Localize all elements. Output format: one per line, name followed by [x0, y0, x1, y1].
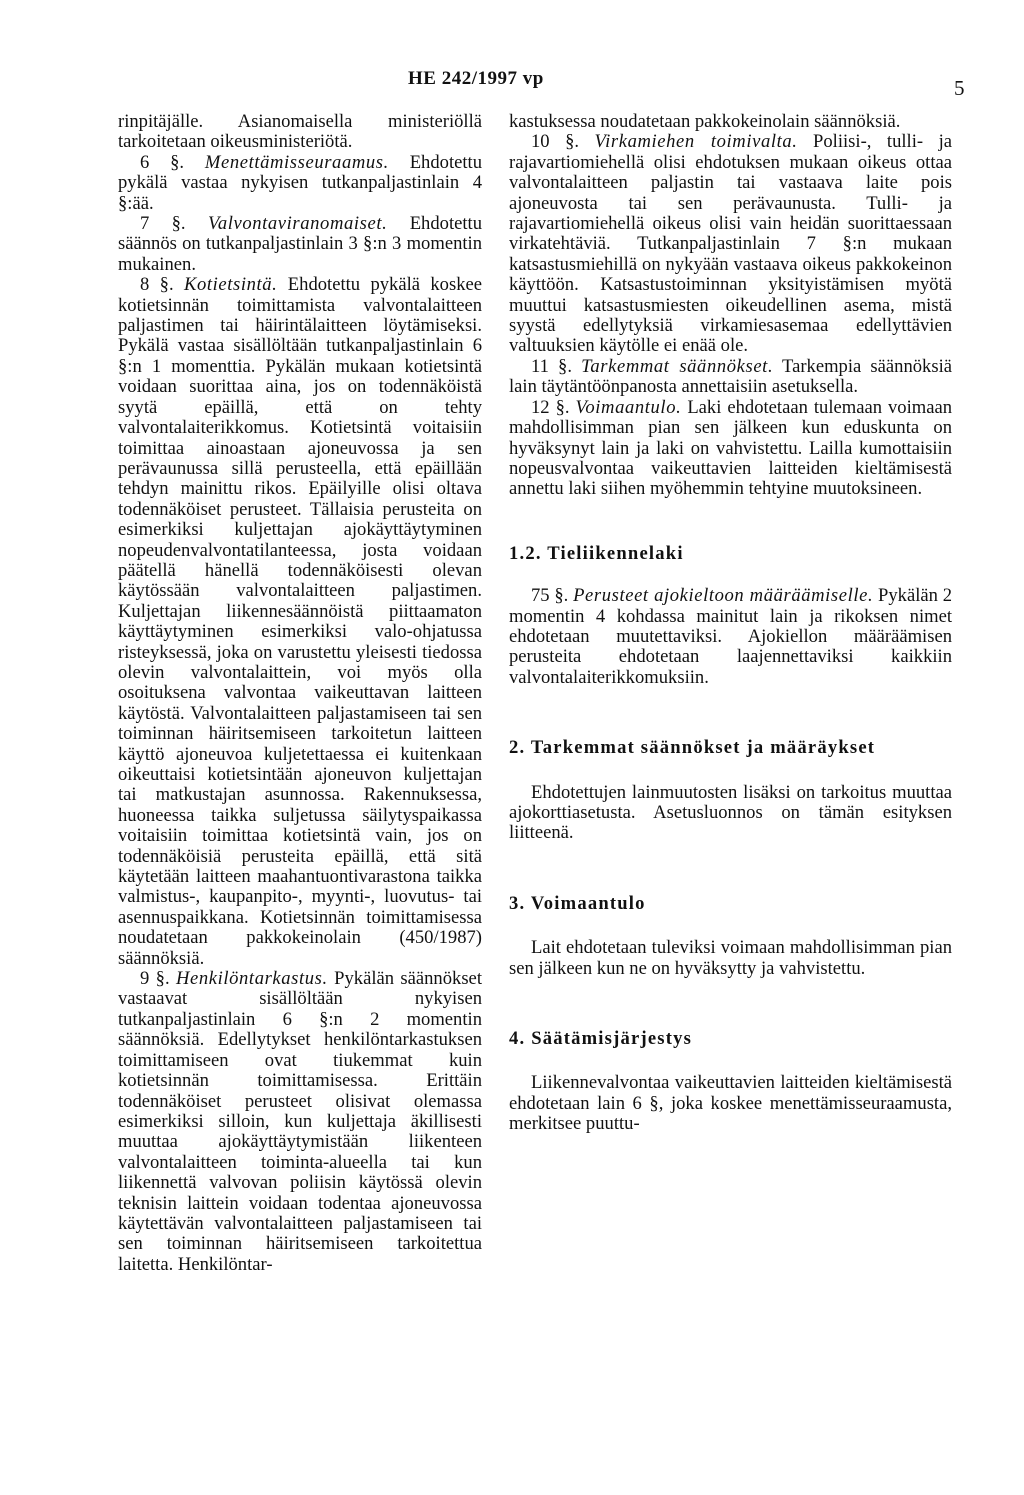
paragraph — [509, 112, 952, 132]
paragraph-text: Poliisi-, tulli- ja rajavartiomiehellä olisi ehdotuksen mukaan oikeus ottaa valvontalaitteen paljastin tai vastaava laite pois ajoneuvosta tai sen perävaunusta. Tulli- ja rajavartiomiehellä oikeus olisi vain heidän suorittaessaan virkatehtäviä. Tutkanpaljastinlain 7 §:n mukaan katsastusmiehillä on nykyään vastaava oikeus pakkokeinon käyttöön. Katsastustoiminnan yksityistämisen myötä muuttui katsastusmiesten oikeudellinen asema, mistä syystä edellytyksiä virkamiesasemaa edellyttävien valtuuksien käytölle ei enää ole. — [509, 131, 952, 357]
paragraph-text: Laki ehdotetaan tulemaan voimaan mahdollisimman pian sen jälkeen kun eduskunta on hyväksynyt lain ja laki on vahvistettu. Lailla kumottaisiin nopeusvalvontaa vaikeuttavien laitteiden kieltämisestä annettu laki siihen myöhemmin tehtyine muutoksineen. — [509, 396, 952, 500]
paragraph-lead: 75 §. — [531, 585, 574, 607]
paragraph-title: Tarkemmat säännökset. — [581, 355, 774, 377]
spacer — [509, 759, 952, 783]
spacer — [509, 564, 952, 586]
paragraph — [118, 153, 482, 214]
paragraph-title: Valvontaviranomaiset. — [207, 213, 388, 235]
paragraph-text: Ehdotettu pykälä vastaa nykyisen tutkanpaljastinlain 4 §:ää. — [118, 151, 482, 214]
paragraph-lead: 10 §. — [531, 131, 595, 153]
paragraph — [118, 275, 482, 969]
paragraph — [509, 586, 952, 688]
paragraph-text: Ehdotettu pykälä koskee kotietsinnän toimittamista valvontalaitteen paljastimen tai häirintälaitteen löytämiseksi. Pykälä vastaa sisällöltään tutkanpaljastinlain 6 §:n 1 momenttia. Pykälän mukaan kotietsintä voidaan suorittaa aina, jos on todennäköistä syytä epäillä, että on tehty valvontalaiterikkomus. Kotietsintä voitaisiin toimittaa ainoastaan ajoneuvossa ja sen perävaunussa sillä perusteella, että epäillään tehdyn mainittu rikos. Epäilyille olisi oltava todennäköiset perusteet. Tällaisia perusteita on esimerkiksi kuljettajan ajokäyttäytyminen nopeudenvalvontatilanteessa, josta voidaan päätellä hänellä todennäköisesti olevan käytössään valvontalaitteen paljastimen. Kuljettajan liikennesäännöistä piittaamaton käyttäytyminen esimerkiksi valo-ohjatussa risteyksessä, joka on varustettu yleisesti tiedossa olevin valvontalaittein, voi myös olla osoituksena valvontaa vaikeuttavan laitteen käytöstä. Valvontalaitteen paljastamiseen tai sen toiminnan häiritsemiseen tarkoitetun laitteen käyttö ajoneuvoa kuljetettaessa ei kuitenkaan oikeuttaisi kotietsintään ajoneuvon kuljettajan tai matkustajan asunnossa. Rakennuksessa, huoneessa taikka suljetussa säilytyspaikassa voitaisiin toimittaa kotietsintä vain, jos on todennäköisiä perusteita epäillä, että sitä käytetään laitteen maahantuontivarastona taikka valmistus-, kaupanpito-, myynti-, luovutus- tai asennuspaikkana. Kotietsinnän toimittamisessa noudatetaan pakkokeinolain (450/1987) säännöksiä. — [118, 274, 483, 969]
spacer — [509, 688, 952, 738]
paragraph-title: Menettämisseuraamus. — [204, 151, 389, 173]
paragraph-text: Pykälän 2 momentin 4 kohdassa mainitut lain ja rikoksen nimet ehdotetaan muutettaviksi. Ajokiellon määräämisen perusteita ehdotetaan laajennettaviksi kaikkiin valvontalaiterikkomuksiin. — [509, 585, 953, 688]
paragraph-title: Kotietsintä. — [183, 274, 278, 296]
document-id: HE 242/1997 vp — [408, 68, 544, 89]
section-heading: 1.2. Tieliikennelaki — [509, 542, 684, 564]
section-heading: 2. Tarkemmat säännökset ja määräykset — [509, 737, 876, 759]
paragraph: Ehdotettujen lainmuutosten lisäksi on tarkoitus muuttaa ajokorttiasetusta. Asetusluonnos on tämän esityksen liitteenä. — [509, 781, 952, 844]
section-heading: 3. Voimaantulo — [509, 892, 646, 914]
paragraph-lead: 12 §. — [531, 396, 576, 418]
paragraph-text: Pykälän säännökset vastaavat sisällöltään nykyisen tutkanpaljastinlain 6 §:n 2 momentin säännöksiä. Edellytykset henkilöntarkastuksen toimittamiseen ovat tiukemmat kuin kotietsinnän toimittamisessa. Erittäin todennäköiset perusteet olisivat olemassa esimerkiksi silloin, kun kuljettaja äkillisesti muuttaa ajokäyttäytymistään liikenteen valvontalaitteen toiminta-alueella tai kun liikennettä valvovan poliisin käytössä olevin teknisin laittein voidaan todentaa ajoneuvossa käytettävän valvontalaitteen paljastamiseen tai sen toiminnan häiritsemiseen tarkoitettua laitetta. Henkilöntar- — [118, 968, 482, 1275]
paragraph-lead: 7 §. — [140, 213, 208, 235]
spacer — [509, 979, 952, 1029]
paragraph — [118, 112, 482, 153]
spacer — [509, 844, 952, 894]
section-heading: 4. Säätämisjärjestys — [509, 1028, 693, 1049]
spacer — [509, 500, 952, 544]
spacer — [509, 914, 952, 938]
paragraph — [509, 357, 952, 398]
spacer — [509, 1049, 952, 1073]
paragraph-title: Virkamiehen toimivalta. — [594, 131, 798, 153]
paragraph-lead: 11 §. — [531, 355, 582, 377]
paragraph-title: Voimaantulo. — [575, 396, 682, 418]
left-column — [118, 112, 482, 1275]
paragraph-lead: 6 §. — [140, 151, 205, 173]
paragraph: Liikennevalvontaa vaikeuttavien laitteiden kieltämisestä ehdotetaan lain 6 §, joka koskee menettämisseuraamusta, merkitsee puuttu- — [509, 1072, 952, 1135]
paragraph-text: rinpitäjälle. Asianomaisella ministeriöllä tarkoitetaan oikeusministeriötä. — [118, 111, 482, 153]
paragraph-lead: 8 §. — [140, 274, 184, 296]
paragraph-text: Tarkempia säännöksiä lain täytäntöönpanosta annettaisiin asetuksella. — [509, 355, 952, 398]
paragraph: Lait ehdotetaan tuleviksi voimaan mahdollisimman pian sen jälkeen kun ne on hyväksytty ja vahvistettu. — [509, 937, 952, 979]
paragraph-text: Ehdotettu säännös on tutkanpaljastinlain 3 §:n 3 momentin mukainen. — [118, 213, 482, 275]
paragraph-title: Henkilöntarkastus. — [175, 968, 328, 990]
paragraph-title: Perusteet ajokieltoon määräämiselle. — [573, 585, 874, 607]
paragraph — [118, 214, 482, 275]
right-column — [509, 112, 952, 1135]
paragraph-text: kastuksessa noudatetaan pakkokeinolain säännöksiä. — [509, 111, 901, 132]
paragraph — [509, 132, 952, 356]
paragraph — [118, 969, 482, 1275]
paragraph-lead: 9 §. — [140, 968, 176, 990]
paragraph — [509, 398, 952, 500]
page-number: 5 — [954, 76, 965, 100]
page-header — [0, 68, 1024, 98]
